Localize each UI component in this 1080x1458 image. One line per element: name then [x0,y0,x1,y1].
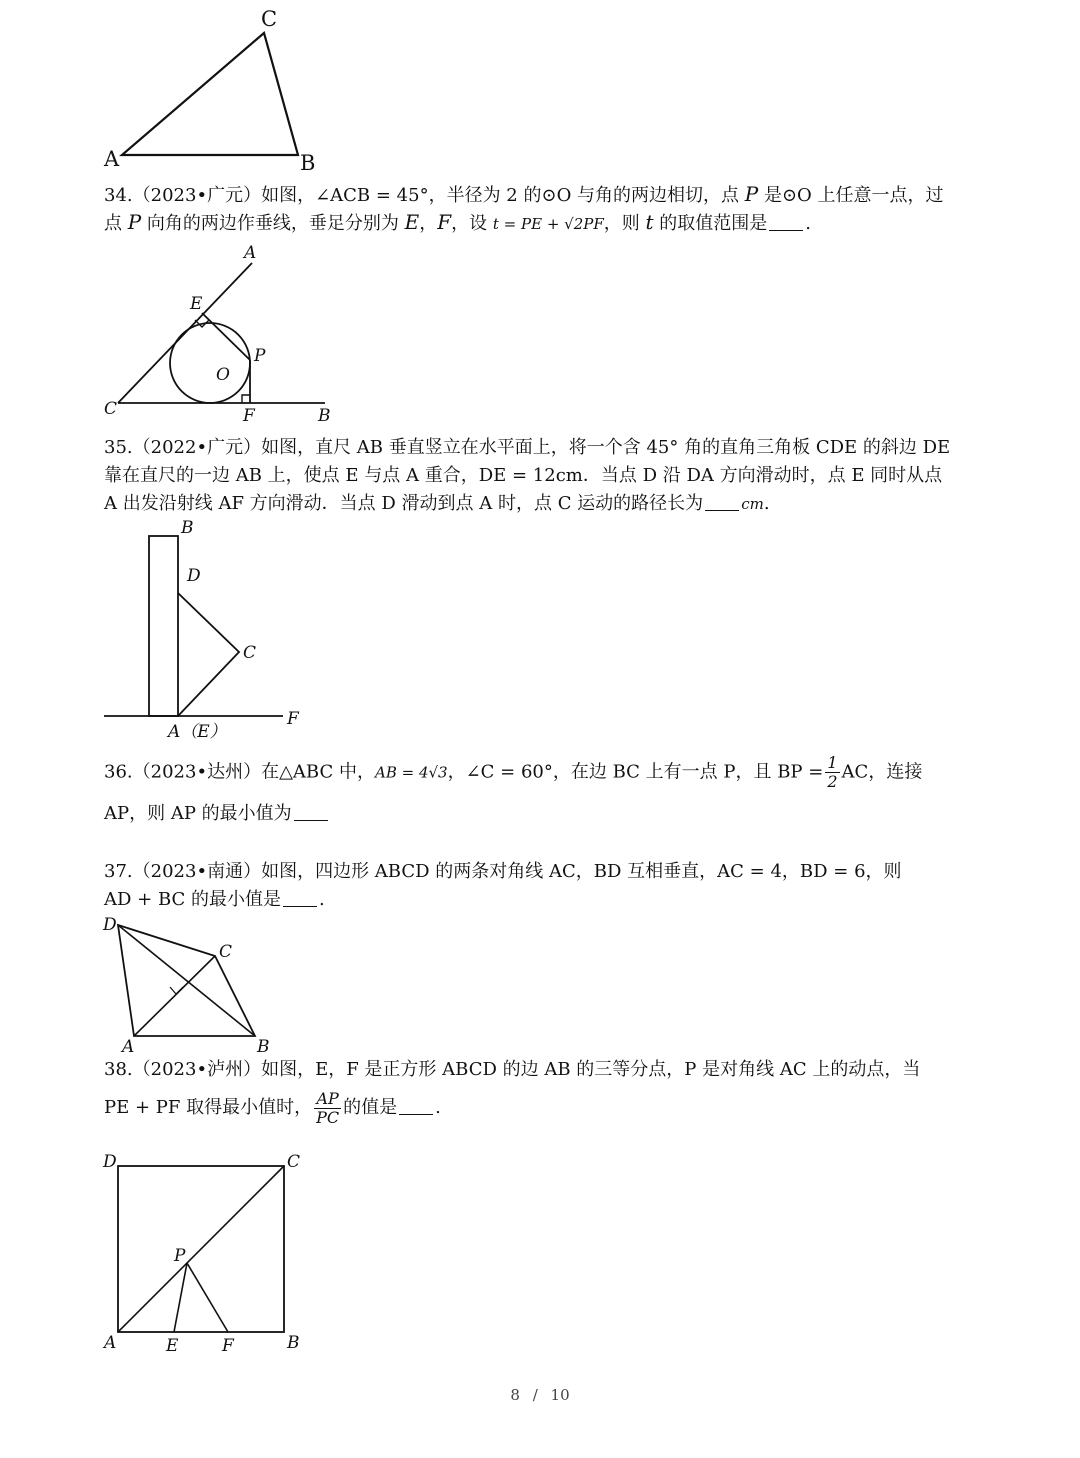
fraction-numerator: 1 [827,753,838,772]
fraction-one-half [825,754,839,791]
unit-cm: cm [741,495,764,513]
ruler-ab [149,536,178,716]
formula-ab: AB = 4√3 [374,763,448,782]
label-d: D [103,915,117,935]
figure-38 [0,1150,330,1360]
label-a: A [104,1333,117,1353]
label-b: B [257,1037,270,1057]
ray-ca [118,263,252,403]
question-number: 35. [104,437,133,458]
label-c: C [287,1152,301,1172]
question-text: PE + PF 取得最小值时， [104,1097,313,1118]
question-text: ，则 [603,213,646,234]
label-b: B [318,406,331,426]
fraction-denominator: PC [316,1107,340,1127]
fraction-numerator: AP [316,1088,339,1108]
answer-blank [283,890,317,907]
var-p: P [744,182,759,206]
label-p: P [254,346,266,366]
var-e: E [404,210,420,234]
current-page: 8 [510,1386,520,1404]
var-f: F [437,210,452,234]
label-a: A [104,147,120,171]
label-f: F [287,709,299,729]
segment-pf [187,1263,228,1332]
page-number [0,1386,1080,1404]
question-number: 38. [104,1059,133,1080]
figure-34-svg [0,240,360,430]
question-text: 的值是 [343,1097,398,1118]
question-source: （2023•泸州） [132,1059,262,1080]
label-c: C [261,7,278,31]
question-text: 在△ABC 中， [261,761,375,783]
var-p: P [127,210,142,234]
answer-blank [705,494,739,511]
triangle-cde [178,593,239,716]
question-end: . [319,889,325,910]
question-text: 如图，直尺 AB 垂直竖立在水平面上，将一个含 45° 角的直角三角板 CDE 的斜边 DE [261,437,951,458]
label-e: E [166,1336,179,1356]
question-number: 36. [104,761,133,783]
label-f: F [243,406,255,426]
figure-37-svg [0,910,300,1060]
question-text: 点 [104,213,128,234]
question-text: 向角的两边作垂线，垂足分别为 [141,213,405,234]
question-text: A 出发沿射线 AF 方向滑动．当点 D 滑动到点 A 时，点 C 运动的路径长为 [104,493,704,514]
circle-o [170,323,250,403]
question-end: . [435,1097,441,1118]
question-text: 是⊙O 上任意一点，过 [758,185,944,206]
right-angle-mark-f [242,395,250,403]
figure-35-svg [0,515,320,745]
question-source: （2023•南通） [132,861,262,882]
answer-blank [399,1098,433,1115]
question-end: . [763,493,770,514]
question-number: 34. [104,185,133,206]
question-text: 如图，E，F 是正方形 ABCD 的边 AB 的三等分点，P 是对角线 AC 上的动点，当 [261,1059,921,1080]
label-f: F [222,1336,234,1356]
question-number: 37. [104,861,133,882]
figure-triangle-abc [0,0,360,180]
question-34 [104,180,974,236]
label-d: D [103,1152,117,1172]
label-o: O [216,365,230,385]
label-p: P [174,1246,186,1266]
fraction-ap-pc [314,1090,341,1127]
diagonal-bd [118,925,255,1036]
figure-38-svg [0,1150,330,1360]
question-35 [104,434,974,518]
label-c: C [104,399,118,419]
question-source: （2022•广元） [132,437,262,458]
question-text: ， [419,213,438,234]
question-source: （2023•达州） [132,761,262,783]
fraction-denominator: 2 [827,772,838,791]
answer-blank [294,804,328,821]
question-text: 如图，四边形 ABCD 的两条对角线 AC，BD 互相垂直，AC = 4，BD = 6，则 [261,861,902,882]
page-separator: / [532,1386,538,1404]
question-text: AP，则 AP 的最小值为 [104,803,292,824]
label-b: B [287,1333,300,1353]
label-b: B [300,151,316,175]
figure-34 [0,240,360,430]
figure-37 [0,910,300,1060]
question-text: ，设 [451,213,493,234]
formula: t = PE + √2PF [492,215,604,233]
label-a: A [122,1037,135,1057]
total-pages: 10 [550,1386,570,1404]
question-text: 如图，∠ACB = 45°，半径为 2 的⊙O 与角的两边相切，点 [261,185,745,206]
label-a-e: A（E） [168,722,227,742]
label-c: C [243,643,257,663]
question-end: . [805,213,812,234]
diagonal-ac [134,956,215,1036]
figure-35 [0,515,320,745]
triangle-abc-shape [122,33,298,155]
question-36 [104,754,974,828]
question-text: 的取值范围是 [653,213,768,234]
var-t: t [645,210,654,234]
answer-blank [769,214,803,231]
diagonal-ac [118,1166,284,1332]
triangle-abc-svg [0,0,360,180]
question-37 [104,858,974,914]
question-text: AD + BC 的最小值是 [104,889,282,910]
label-e: E [190,294,203,314]
question-text: ，∠C = 60°，在边 BC 上有一点 P，且 BP = [447,761,824,783]
label-d: D [187,566,201,586]
question-text: AC，连接 [841,761,923,783]
question-38 [104,1056,974,1130]
label-b: B [181,518,194,538]
question-source: （2023•广元） [132,185,262,206]
label-a: A [244,243,257,263]
segment-pe [202,313,250,360]
label-c: C [219,942,233,962]
question-text: 靠在直尺的一边 AB 上，使点 E 与点 A 重合，DE = 12cm．当点 D 沿 DA 方向滑动时，点 E 同时从点 [104,465,943,486]
